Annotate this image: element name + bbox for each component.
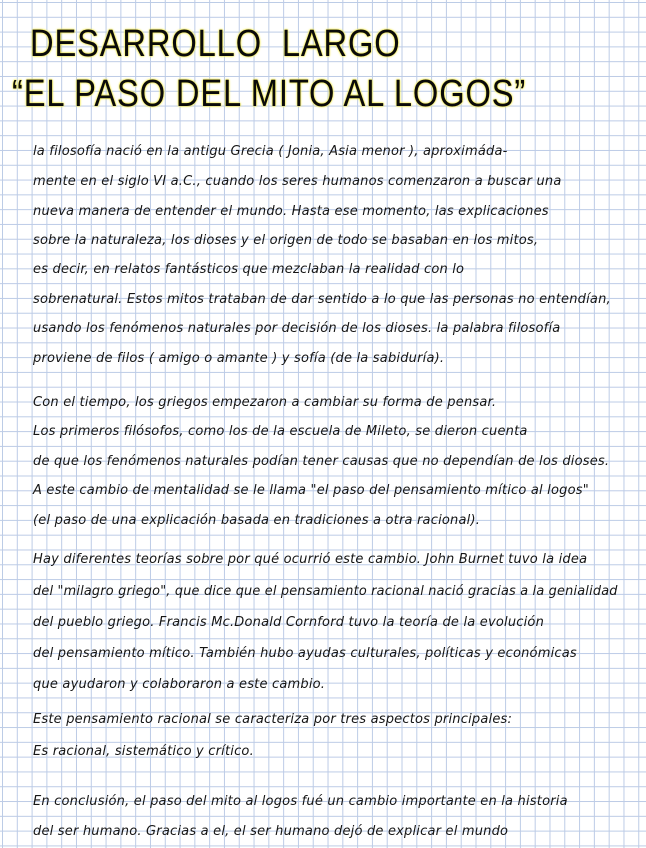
paragraph-2-line: de que los fenómenos naturales podían tener causas que no dependían de los dioses.: [33, 454, 610, 469]
paragraph-3-line: del "milagro griego", que dice que el pensamiento racional nació gracias a la genialidad: [33, 584, 618, 599]
paragraph-3-line: del pueblo griego. Francis Mc.Donald Cornford tuvo la teoría de la evolución: [33, 615, 545, 630]
paragraph-4-line: Es racional, sistemático y crítico.: [33, 744, 254, 759]
paragraph-1-line: es decir, en relatos fantásticos que mezclaban la realidad con lo: [33, 262, 465, 277]
paragraph-3-line: Hay diferentes teorías sobre por qué ocurrió este cambio. John Burnet tuvo la idea: [33, 552, 588, 567]
paragraph-3-line: que ayudaron y colaboraron a este cambio.: [33, 677, 326, 692]
paragraph-2-line: (el paso de una explicación basada en tradiciones a otra racional).: [33, 513, 481, 528]
paragraph-4-line: Este pensamiento racional se caracteriza por tres aspectos principales:: [33, 712, 513, 727]
title-line-1: DESARROLLO LARGO: [30, 23, 401, 65]
paragraph-1-line: mente en el siglo VI a.C., cuando los seres humanos comenzaron a buscar una: [33, 174, 562, 189]
paragraph-2-line: A este cambio de mentalidad se le llama "el paso del pensamiento mítico al logos": [33, 483, 589, 498]
paragraph-2-line: Los primeros filósofos, como los de la escuela de Mileto, se dieron cuenta: [33, 424, 528, 439]
paragraph-3-line: del pensamiento mítico. También hubo ayudas culturales, políticas y económicas: [33, 646, 577, 661]
paragraph-2-line: Con el tiempo, los griegos empezaron a cambiar su forma de pensar.: [33, 395, 497, 410]
paragraph-1-line: sobrenatural. Estos mitos trataban de dar sentido a lo que las personas no entendían,: [33, 292, 611, 307]
paragraph-5-line: En conclusión, el paso del mito al logos fué un cambio importante en la historia: [33, 794, 568, 809]
paragraph-1-line: sobre la naturaleza, los dioses y el origen de todo se basaban en los mitos,: [33, 233, 539, 248]
paragraph-1-line: proviene de filos ( amigo o amante ) y sofía (de la sabiduría).: [33, 351, 445, 366]
title-line-2: “EL PASO DEL MITO AL LOGOS”: [12, 73, 527, 115]
paragraph-1-line: nueva manera de entender el mundo. Hasta ese momento, las explicaciones: [33, 204, 549, 219]
paragraph-1-line: usando los fenómenos naturales por decisión de los dioses. la palabra filosofía: [33, 321, 561, 336]
paragraph-5-line: del ser humano. Gracias a el, el ser humano dejó de explicar el mundo: [33, 824, 509, 839]
paragraph-1-line: la filosofía nació en la antigu Grecia ( Jonia, Asia menor ), aproximáda-: [33, 144, 508, 159]
